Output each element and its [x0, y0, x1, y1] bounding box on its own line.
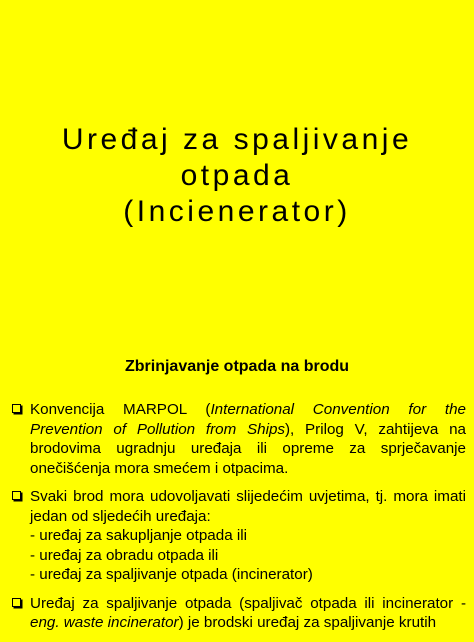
checkbox-bullet-icon: [12, 491, 21, 500]
title-line-1: Uređaj za spaljivanje: [61, 123, 413, 156]
paragraph-text: Svaki brod mora udovoljavati slijedećim uvjetima, tj. mora imati jedan od sljedećih uređaja:: [30, 488, 466, 525]
list-item: - uređaj za sakupljanje otpada ili: [30, 527, 247, 544]
checkbox-bullet-icon: [12, 404, 21, 413]
checkbox-bullet-icon: [12, 598, 21, 607]
paragraph-marpol: [10, 400, 466, 478]
paragraph-text: Uređaj za spaljivanje otpada (spaljivač otpada ili incinerator -: [30, 594, 466, 612]
paragraph-incinerator: [10, 594, 466, 633]
paragraph-text: Konvencija MARPOL (: [30, 401, 211, 418]
content-body: [10, 400, 466, 642]
list-item: - uređaj za obradu otpada ili: [30, 546, 219, 564]
paragraph-text: ) je brodski uređaj za spaljivanje krutih: [178, 614, 437, 631]
section-subtitle: Zbrinjavanje otpada na brodu: [124, 358, 350, 375]
list-item: - uređaj za spaljivanje otpada (incinerator): [30, 566, 313, 583]
page-title: [0, 122, 474, 230]
paragraph-requirements: [10, 487, 466, 585]
paragraph-italic-text: International Convention for the Prevention of Pollution from Ships: [30, 401, 466, 438]
title-line-3: (Incienerator): [123, 195, 351, 228]
paragraph-italic-text: eng. waste incinerator: [30, 614, 179, 631]
paragraph-text: ), Prilog V, zahtijeva na brodovima ugradnju uređaja ili opreme za sprječavanje onečišćenja mora smećem i otpacima.: [30, 420, 466, 477]
title-line-2: otpada: [180, 159, 294, 192]
